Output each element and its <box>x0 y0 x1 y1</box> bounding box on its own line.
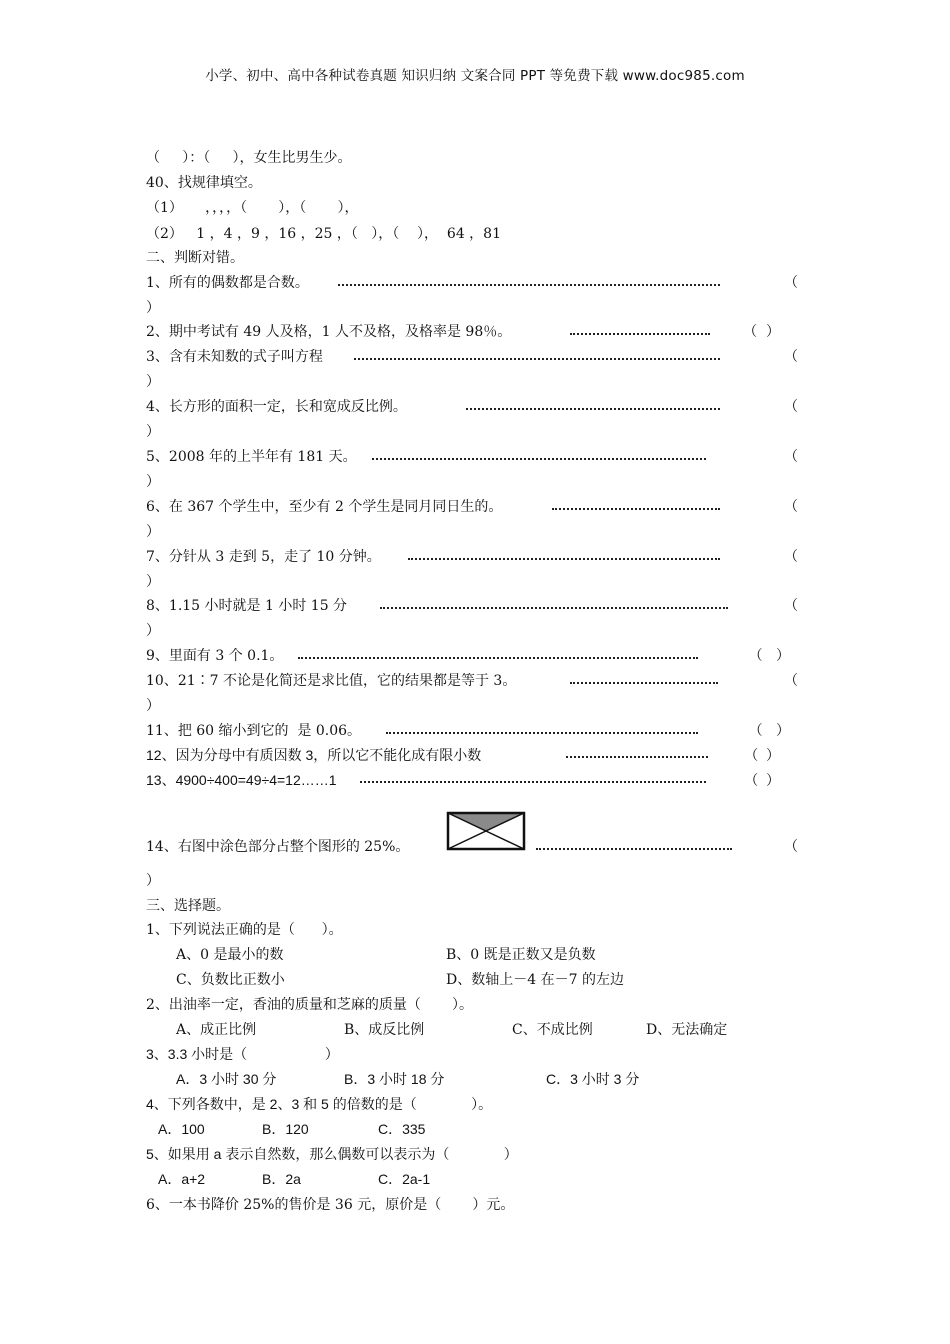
judge-item <box>146 498 798 516</box>
judge-item <box>146 323 798 341</box>
judge-item <box>146 771 798 789</box>
dot-leader <box>386 732 698 734</box>
answer-paren[interactable]: （ <box>784 549 798 565</box>
judge-text: 4、长方形的面积一定，长和宽成反比例。 <box>146 399 407 415</box>
answer-paren-close: ） <box>146 474 160 490</box>
mc-q3-option-b[interactable]: B．3 小时 18 分 <box>344 1071 445 1087</box>
answer-paren-close: ） <box>146 524 160 540</box>
mc-q2-stem: 2、出油率一定，香油的质量和芝麻的质量（ ）。 <box>146 997 474 1013</box>
mc-q2-option-a[interactable]: A、成正比例 <box>176 1022 257 1038</box>
mc-q5-option-a[interactable]: A．a+2 <box>158 1171 206 1187</box>
answer-paren[interactable]: （ <box>784 673 798 689</box>
judge-item <box>146 838 798 856</box>
answer-paren[interactable]: （ ） <box>744 747 780 763</box>
dot-leader <box>338 284 720 286</box>
judge-text: 5、2008 年的上半年有 181 天。 <box>146 449 357 465</box>
mc-q3-option-a[interactable]: A．3 小时 30 分 <box>176 1071 277 1087</box>
mc-q5-stem: 5、如果用 a 表示自然数，那么偶数可以表示为（ ） <box>146 1146 518 1162</box>
mc-q5-option-b[interactable]: B．2a <box>262 1171 301 1187</box>
q40-line1: （1） ，，，，（ ），（ ）， <box>146 200 359 216</box>
judge-text: 10、21∶7 不论是化简还是求比值，它的结果都是等于 3。 <box>146 673 517 689</box>
judge-item <box>146 722 798 740</box>
mc-q2-option-b[interactable]: B、成反比例 <box>344 1022 425 1038</box>
mc-q6-stem: 6、一本书降价 25%的售价是 36 元，原价是（ ）元。 <box>146 1197 515 1213</box>
dot-leader <box>408 558 720 560</box>
judge-text: 6、在 367 个学生中，至少有 2 个学生是同月同日生的。 <box>146 499 503 515</box>
answer-paren[interactable]: （ <box>784 349 798 365</box>
mc-q1-option-d[interactable]: D、数轴上－4 在－7 的左边 <box>446 972 624 988</box>
answer-paren-close: ） <box>146 574 160 590</box>
judge-item <box>146 274 798 292</box>
judge-item <box>146 597 798 615</box>
q39-tail: （ ）：（ ），女生比男生少。 <box>146 150 352 166</box>
mc-q1-option-c[interactable]: C、负数比正数小 <box>176 972 285 988</box>
section3-title: 三、选择题。 <box>146 898 230 914</box>
mc-q5-option-c[interactable]: C．2a-1 <box>378 1171 431 1187</box>
answer-paren[interactable]: （ <box>784 275 798 291</box>
judge-text: 2、期中考试有 49 人及格，1 人不及格，及格率是 98％。 <box>146 324 512 340</box>
answer-paren[interactable]: （ <box>784 839 798 855</box>
shaded-triangle <box>449 814 523 831</box>
mc-q4-option-b[interactable]: B．120 <box>262 1121 309 1137</box>
dot-leader <box>570 333 710 335</box>
judge-text: 13、4900÷400=49÷4=12……1 <box>146 772 337 788</box>
judge-item <box>146 672 798 690</box>
mc-q2-option-d[interactable]: D、无法确定 <box>646 1022 728 1038</box>
judge-text: 7、分针从 3 走到 5，走了 10 分钟。 <box>146 549 381 565</box>
answer-paren-close: ） <box>146 698 160 714</box>
answer-paren[interactable]: （ <box>784 399 798 415</box>
dot-leader <box>552 508 720 510</box>
judge-text: 12、因为分母中有质因数 3，所以它不能化成有限小数 <box>146 747 482 763</box>
judge-text: 8、1.15 小时就是 1 小时 15 分 <box>146 598 348 614</box>
answer-paren-close: ） <box>146 300 160 316</box>
mc-q3-stem: 3、3.3 小时是（ ） <box>146 1046 339 1062</box>
mc-q3-option-c[interactable]: C．3 小时 3 分 <box>546 1071 640 1087</box>
section2-title: 二、判断对错。 <box>146 250 244 266</box>
answer-paren[interactable]: （ ） <box>744 772 780 788</box>
dot-leader <box>372 458 706 460</box>
judge-text: 14、右图中涂色部分占整个图形的 25%。 <box>146 839 410 855</box>
judge-item <box>146 548 798 566</box>
q40-line2: （2） 1 ，4 ，9 ，16 ，25 ，（ ），（ ）， 64 ，81 <box>146 226 501 242</box>
mc-q2-option-c[interactable]: C、不成比例 <box>512 1022 593 1038</box>
answer-paren[interactable]: （ ） <box>743 324 780 340</box>
dot-leader <box>566 756 708 758</box>
mc-q4-stem: 4、下列各数中，是 2、3 和 5 的倍数的是（ ）。 <box>146 1096 493 1112</box>
mc-q1-stem: 1、下列说法正确的是（ ）。 <box>146 922 343 938</box>
dot-leader <box>354 358 720 360</box>
answer-paren[interactable]: （ <box>784 499 798 515</box>
dot-leader <box>298 657 698 659</box>
page-header: 小学、初中、高中各种试卷真题 知识归纳 文案合同 PPT 等免费下载 www.doc985.com <box>205 68 745 84</box>
judge-item <box>146 398 798 416</box>
judge-item <box>146 647 798 665</box>
answer-paren-close: ） <box>146 374 160 390</box>
answer-paren-close: ） <box>146 873 160 889</box>
dot-leader <box>536 848 732 850</box>
answer-paren[interactable]: （ <box>784 449 798 465</box>
judge-text: 11、把 60 缩小到它的 是 0.06。 <box>146 723 362 739</box>
judge-text: 3、含有未知数的式子叫方程 <box>146 349 323 365</box>
judge-text: 9、里面有 3 个 0.1。 <box>146 648 284 664</box>
judge-item <box>146 746 798 764</box>
dot-leader <box>380 607 728 609</box>
q40-title: 40、找规律填空。 <box>146 175 262 191</box>
mc-q4-option-a[interactable]: A．100 <box>158 1121 205 1137</box>
mc-q1-option-b[interactable]: B、0 既是正数又是负数 <box>446 947 596 963</box>
answer-paren-close: ） <box>146 623 160 639</box>
answer-paren-close: ） <box>146 424 160 440</box>
judge-item <box>146 348 798 366</box>
judge-text: 1、所有的偶数都是合数。 <box>146 275 309 291</box>
answer-paren[interactable]: （ ） <box>748 723 790 739</box>
mc-q4-option-c[interactable]: C．335 <box>378 1121 426 1137</box>
answer-paren[interactable]: （ ） <box>748 648 790 664</box>
dot-leader <box>360 781 706 783</box>
answer-paren[interactable]: （ <box>784 598 798 614</box>
dot-leader <box>466 408 720 410</box>
judge-item <box>146 448 798 466</box>
dot-leader <box>570 682 718 684</box>
mc-q1-option-a[interactable]: A、0 是最小的数 <box>176 947 284 963</box>
